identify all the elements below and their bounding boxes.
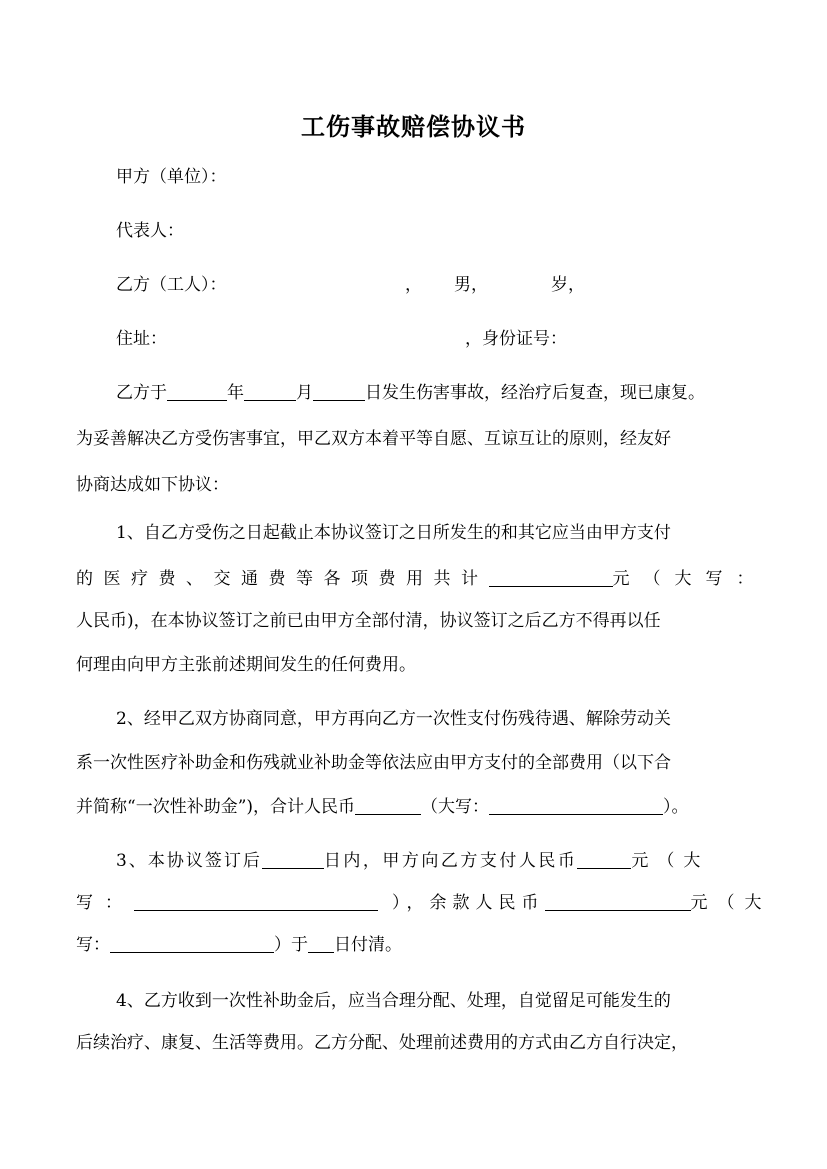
clause3-text-g: 写： xyxy=(76,935,110,955)
intro-text-a: 乙方于 xyxy=(116,383,167,403)
clause4-line-1: 4、乙方收到一次性补助金后，应当合理分配、处理，自觉留足可能发生的 xyxy=(116,991,671,1011)
address-line xyxy=(116,326,766,352)
intro-line-3: 协商达成如下协议： xyxy=(76,475,229,495)
clause2-amount-blank xyxy=(355,794,421,815)
intro-text-c: 月 xyxy=(296,383,313,403)
clause3-text-b: 日内，甲方向乙方支付人民币 xyxy=(323,851,578,871)
party-b-comma: ， xyxy=(405,275,422,295)
document-title: 工伤事故赔偿协议书 xyxy=(301,112,526,141)
clause3-line-2 xyxy=(76,890,772,916)
clause3-balance-uppercase-blank xyxy=(110,932,274,953)
representative-line xyxy=(116,218,766,244)
clause1-line-4: 何理由向甲方主张前述期间发生的任何费用。 xyxy=(76,655,416,675)
clause2-text-b: （大写： xyxy=(421,797,490,817)
party-b-line xyxy=(116,272,766,298)
clause1-text-a: 的医疗费、交通费等各项费用共计 xyxy=(76,569,489,589)
age-label: 岁， xyxy=(551,275,585,295)
year-blank xyxy=(167,380,227,401)
clause3-line-3 xyxy=(76,932,766,958)
clause3-uppercase-blank xyxy=(134,890,378,911)
clause2-line-3 xyxy=(76,794,766,820)
intro-line-1 xyxy=(116,380,766,406)
id-label: ，身份证号： xyxy=(465,329,567,349)
intro-text-b: 年 xyxy=(227,383,244,403)
intro-text-d: 日发生伤害事故，经治疗后复查，现已康复。 xyxy=(365,383,705,403)
clause2-line-1: 2、经甲乙双方协商同意，甲方再向乙方一次性支付伤残待遇、解除劳动关 xyxy=(116,709,671,729)
clause2-line-2: 系一次性医疗补助金和伤残就业补助金等依法应由甲方支付的全部费用（以下合 xyxy=(76,753,671,773)
representative-label: 代表人： xyxy=(116,221,184,241)
clause2-text-c: ）。 xyxy=(663,797,689,817)
clause1-line-3: 人民币)，在本协议签订之前已由甲方全部付清，协议签订之后乙方不得再以任 xyxy=(76,611,661,631)
clause2-uppercase-blank xyxy=(489,794,663,815)
address-label: 住址： xyxy=(116,329,167,349)
intro-line-2: 为妥善解决乙方受伤害事宜，甲乙双方本着平等自愿、互谅互让的原则，经友好 xyxy=(76,429,671,449)
clause1-line-2 xyxy=(76,566,766,592)
clause3-text-i: 日付清。 xyxy=(334,935,402,955)
day-blank xyxy=(313,380,365,401)
party-a-line xyxy=(116,164,766,190)
party-b-label: 乙方（工人）： xyxy=(116,275,227,295)
clause3-text-f: 元（大 xyxy=(690,893,772,913)
clause3-text-d: 写： xyxy=(76,893,134,913)
clause3-days-blank xyxy=(262,848,324,869)
clause3-balance-blank xyxy=(545,890,691,911)
clause2-text-a: 并简称“一次性补助金”)，合计人民币 xyxy=(76,797,356,817)
clause1-line-1: 1、自乙方受伤之日起截止本协议签订之日所发生的和其它应当由甲方支付 xyxy=(116,523,671,543)
clause3-text-a: 3、本协议签订后 xyxy=(116,851,262,871)
party-a-label: 甲方（单位）： xyxy=(116,167,227,187)
clause3-text-c: 元（大 xyxy=(631,851,710,871)
clause1-amount-blank xyxy=(489,566,613,587)
clause4-line-2: 后续治疗、康复、生活等费用。乙方分配、处理前述费用的方式由乙方自行决定， xyxy=(76,1033,688,1053)
clause3-payment-blank xyxy=(577,848,631,869)
clause3-line-1 xyxy=(116,848,766,874)
month-blank xyxy=(244,380,296,401)
clause3-date-blank xyxy=(308,932,334,953)
clause1-text-b: 元（大写： xyxy=(612,569,768,589)
gender-label: 男， xyxy=(454,275,488,295)
clause3-text-h: ）于 xyxy=(274,935,308,955)
clause3-text-e: ），余款人民币 xyxy=(392,893,545,913)
